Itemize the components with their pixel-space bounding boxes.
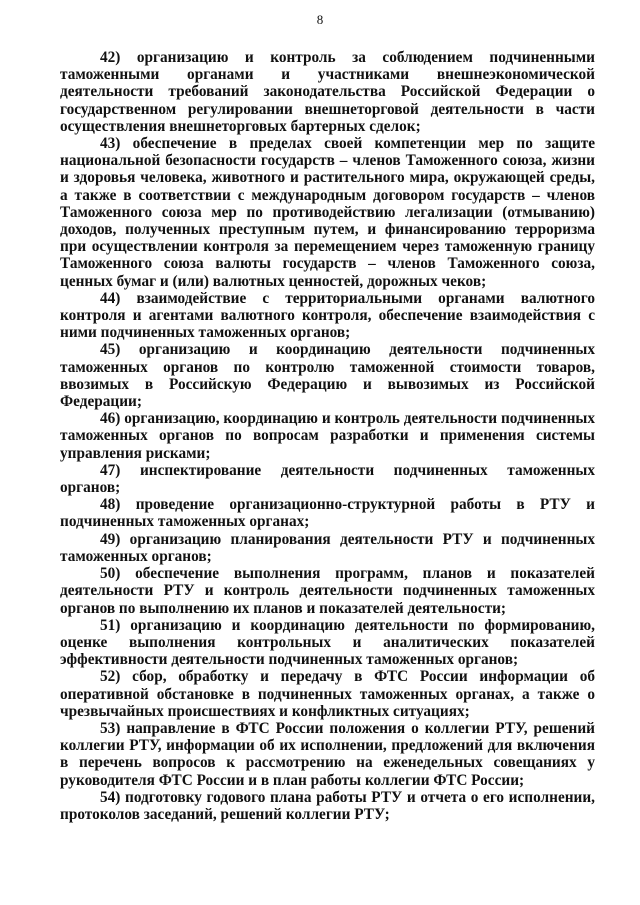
list-item-54: 54) подготовку годового плана работы РТУ и отчета о его исполнении, протоколов заседаний, решений коллегии РТУ; <box>60 788 595 823</box>
list-item-51: 51) организацию и координацию деятельности по формированию, оценке выполнения контрольных и аналитических показателей эффективности деятельности подчиненных таможенных органов; <box>60 616 595 669</box>
page-number: 8 <box>316 12 324 27</box>
list-item-44: 44) взаимодействие с территориальными органами валютного контроля и агентами валютного контроля, обеспечение взаимодействия с ними подчиненных таможенных органов; <box>60 289 595 342</box>
list-item-53: 53) направление в ФТС России положения о коллегии РТУ, решений коллегии РТУ, информации об их исполнении, предложений для включения в перечень вопросов к рассмотрению на еженедельных совещаниях у руководителя ФТС России и в план работы коллегии ФТС России; <box>60 719 595 789</box>
list-item-43: 43) обеспечение в пределах своей компетенции мер по защите национальной безопасности государств – членов Таможенного союза, жизни и здоровья человека, животного и растительного мира, окружающей среды, а также в соответствии с международным договором государств – членов Таможенного союза мер по противодействию легализации (отмыванию) доходов, полученных преступным путем, и финансированию терроризма при осуществлении контроля за перемещением через таможенную границу Таможенного союза валюты государств – членов Таможенного союза, ценных бумаг и (или) валютных ценностей, дорожных чеков; <box>60 135 595 290</box>
list-item-48: 48) проведение организационно-структурной работы в РТУ и подчиненных таможенных органах; <box>60 496 595 531</box>
list-item-50: 50) обеспечение выполнения программ, планов и показателей деятельности РТУ и контроль деятельности подчиненных таможенных органов по выполнению их планов и показателей деятельности; <box>60 565 595 617</box>
list-item-46: 46) организацию, координацию и контроль деятельности подчиненных таможенных органов по вопросам разработки и применения системы управления рисками; <box>60 410 595 462</box>
list-item-42: 42) организацию и контроль за соблюдением подчиненными таможенными органами и участниками внешнеэкономической деятельности требований законодательства Российской Федерации о государственном регулировании внешнеторговой деятельности в части осуществления внешнеторговых бартерных сделок; <box>60 49 595 135</box>
list-item-47: 47) инспектирование деятельности подчиненных таможенных органов; <box>60 461 595 497</box>
document-body <box>60 49 595 823</box>
list-item-45: 45) организацию и координацию деятельности подчиненных таможенных органов по контролю таможенной стоимости товаров, ввозимых в Российскую Федерацию и вывозимых из Российской Федерации; <box>60 341 595 411</box>
list-item-52: 52) сбор, обработку и передачу в ФТС России информации об оперативной обстановке в подчиненных таможенных органах, а также о чрезвычайных происшествиях и конфликтных ситуациях; <box>60 668 595 720</box>
list-item-49: 49) организацию планирования деятельности РТУ и подчиненных таможенных органов; <box>60 530 595 565</box>
